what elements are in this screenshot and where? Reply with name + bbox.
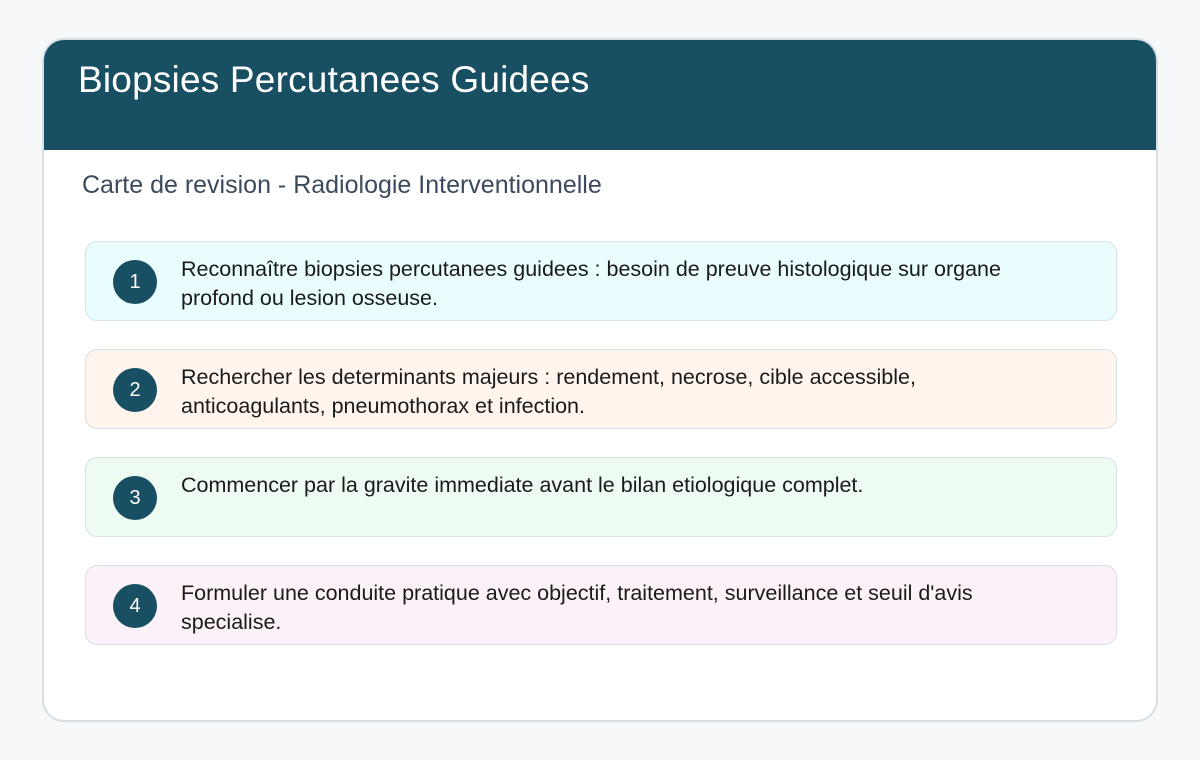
item-number-badge: 2 (113, 368, 157, 412)
item-number-badge: 4 (113, 584, 157, 628)
item-text: Reconnaître biopsies percutanees guidees : besoin de preuve histologique sur organe profond ou lesion osseuse. (181, 257, 1001, 310)
item-text: Commencer par la gravite immediate avant le bilan etiologique complet. (181, 473, 864, 497)
list-item-2 (85, 349, 1117, 429)
card-title: Biopsies Percutanees Guidees (78, 59, 590, 100)
list-item-3 (85, 457, 1117, 537)
list-item-4 (85, 565, 1117, 645)
card-header (42, 38, 1158, 150)
revision-card (42, 38, 1158, 722)
item-text: Rechercher les determinants majeurs : rendement, necrose, cible accessible, anticoagulants, pneumothorax et infection. (181, 365, 916, 418)
list-item-1 (85, 241, 1117, 321)
item-number-badge: 1 (113, 260, 157, 304)
item-text: Formuler une conduite pratique avec objectif, traitement, surveillance et seuil d'avis specialise. (181, 581, 973, 634)
item-number-badge: 3 (113, 476, 157, 520)
card-subtitle: Carte de revision - Radiologie Interventionnelle (82, 171, 602, 199)
